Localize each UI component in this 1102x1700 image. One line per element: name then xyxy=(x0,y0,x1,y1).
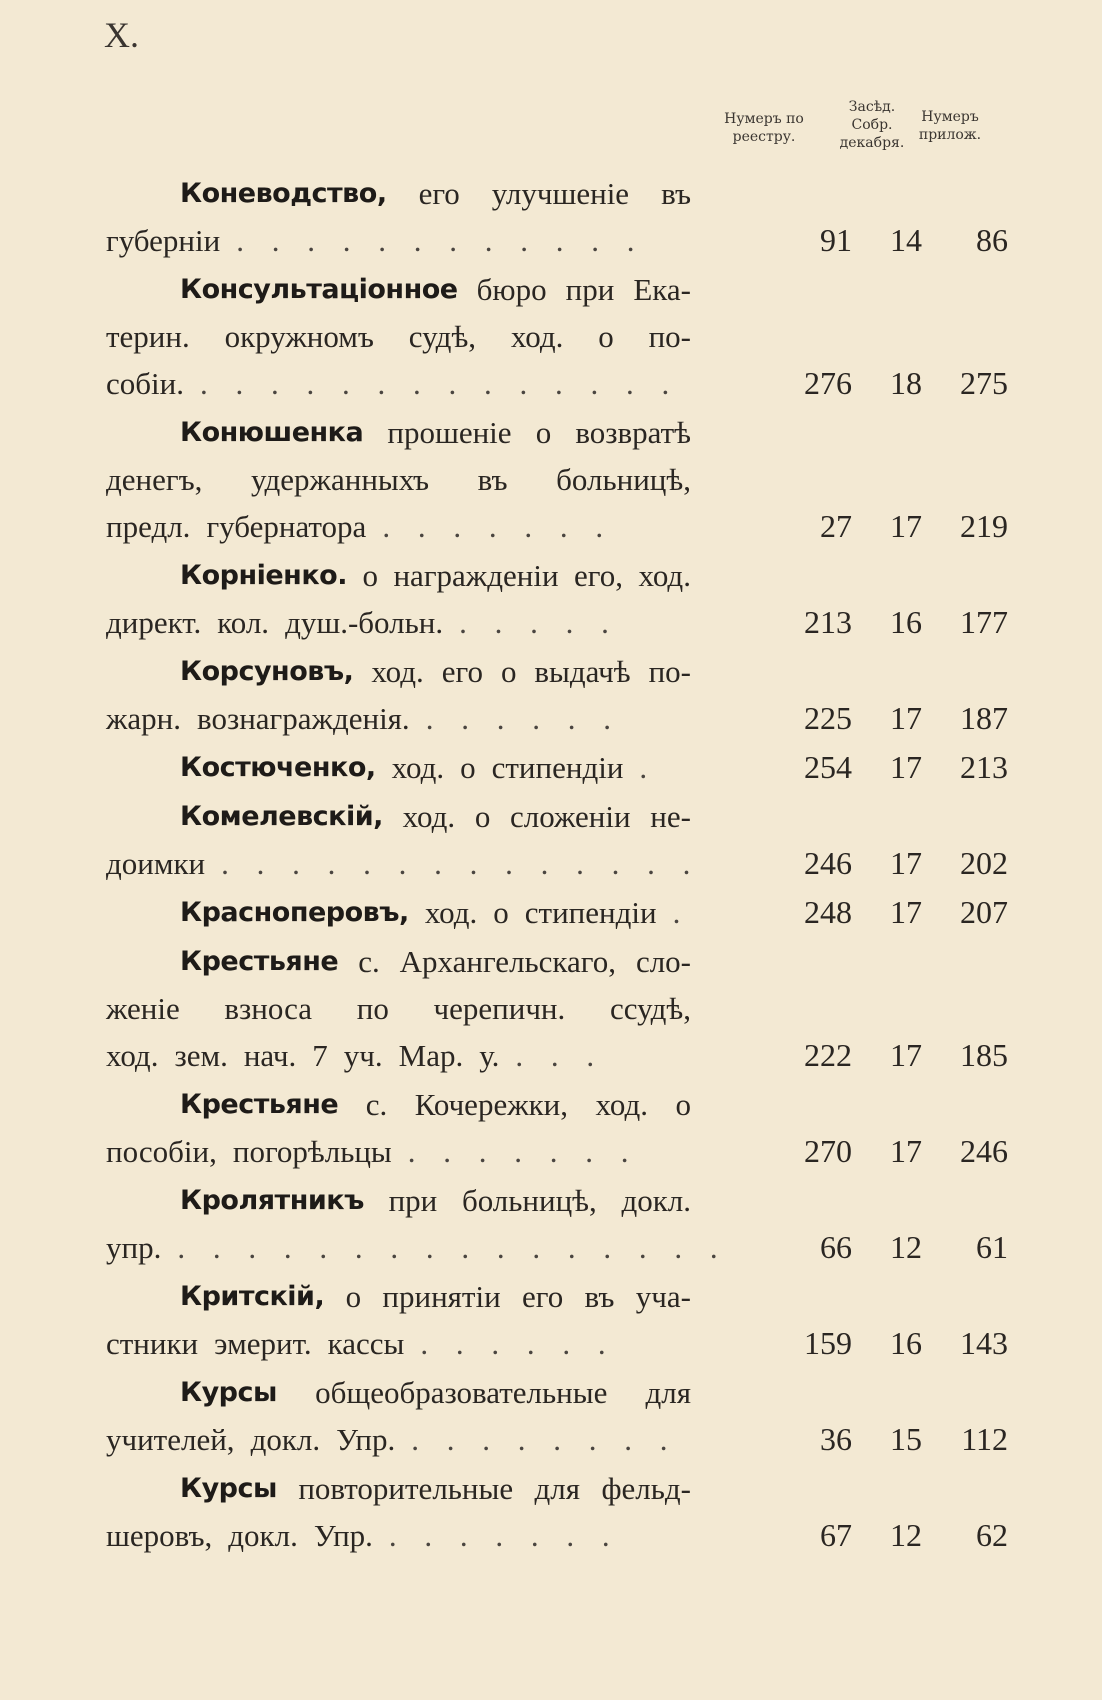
entry-keyword: Красноперовъ, xyxy=(180,897,409,928)
entry-line xyxy=(106,1081,986,1128)
entry-word: женіе xyxy=(106,991,180,1026)
entry-word: эмерит. xyxy=(214,1326,312,1361)
entry-word: не- xyxy=(650,799,691,834)
appendix-number: 112 xyxy=(961,1421,1008,1457)
entry-text xyxy=(180,1465,691,1512)
registry-number: 276 xyxy=(804,365,852,401)
registry-number: 66 xyxy=(820,1229,852,1265)
entry-text xyxy=(106,840,701,887)
session-number: 17 xyxy=(890,700,922,736)
entry-word: сложеніи xyxy=(510,799,631,834)
entry-line xyxy=(106,938,986,985)
entry-word: губерніи xyxy=(106,223,221,258)
entry-word: погорѣльцы xyxy=(232,1134,392,1169)
registry-number: 222 xyxy=(804,1037,852,1073)
entry-word: докл. xyxy=(621,1183,691,1218)
entry-word: его xyxy=(418,176,460,211)
entry-line xyxy=(106,648,986,695)
entry-line xyxy=(106,313,986,360)
registry-number: 213 xyxy=(804,604,852,640)
entry-line xyxy=(106,1032,1008,1079)
entry-keyword: Кролятникъ xyxy=(180,1185,364,1216)
entry-word: черепичн. xyxy=(433,991,566,1026)
entry-word: директ. xyxy=(106,605,202,640)
appendix-number: 246 xyxy=(960,1133,1008,1169)
entry-word: ссудѣ, xyxy=(609,991,691,1026)
appendix-number: 275 xyxy=(960,365,1008,401)
entry-word: его, xyxy=(574,558,623,593)
registry-number: 91 xyxy=(820,222,852,258)
leader-dots: . . . . . . . . . . . . xyxy=(236,223,645,258)
page-number: X. xyxy=(104,15,139,55)
entry-word: душ.-больн. xyxy=(285,605,444,640)
entry-word: ход. xyxy=(402,799,456,834)
entry-keyword: Коневодство, xyxy=(180,178,387,209)
index-entry xyxy=(106,1081,1008,1175)
column-header-session xyxy=(832,98,912,152)
entry-text xyxy=(106,1416,691,1463)
entry-text xyxy=(180,648,691,695)
entry-word: Кочережки, xyxy=(414,1087,569,1122)
entry-word: стипендіи xyxy=(524,895,657,930)
entry-word: Мар. xyxy=(398,1038,464,1073)
index-entry xyxy=(106,170,1008,264)
entry-line xyxy=(106,170,986,217)
entry-line xyxy=(106,552,986,599)
entry-word: выдачѣ xyxy=(534,654,631,689)
entry-word: его xyxy=(522,1279,564,1314)
session-number: 16 xyxy=(890,1325,922,1361)
entry-line xyxy=(106,1369,986,1416)
session-number: 17 xyxy=(890,1133,922,1169)
session-number: 12 xyxy=(890,1517,922,1553)
entry-word: Упр. xyxy=(336,1422,396,1457)
entry-word: взноса xyxy=(224,991,313,1026)
appendix-number: 62 xyxy=(976,1517,1008,1553)
registry-number: 67 xyxy=(820,1517,852,1553)
entry-keyword: Конюшенка xyxy=(180,417,364,448)
entry-word: по xyxy=(356,991,389,1026)
appendix-number: 185 xyxy=(960,1037,1008,1073)
appendix-number: 143 xyxy=(960,1325,1008,1361)
entry-word: с. xyxy=(365,1087,388,1122)
registry-number: 248 xyxy=(804,894,852,930)
entry-text xyxy=(106,1224,728,1271)
entry-keyword: Корніенко. xyxy=(180,560,347,591)
session-number: 17 xyxy=(890,894,922,930)
index-entry xyxy=(106,1465,1008,1559)
entry-text xyxy=(180,1273,691,1320)
entry-word: въ xyxy=(584,1279,615,1314)
entry-word: для xyxy=(534,1471,581,1506)
entry-line xyxy=(106,793,986,840)
entry-keyword: Критскій, xyxy=(180,1281,325,1312)
entry-text xyxy=(106,1128,691,1175)
entry-word: ход. xyxy=(371,654,424,689)
entry-word: предл. xyxy=(106,509,191,544)
index-entry xyxy=(106,266,1008,407)
column-header-line: прилож. xyxy=(918,127,982,143)
entry-word: о xyxy=(362,558,378,593)
entry-word: о xyxy=(460,750,476,785)
leader-dots: . xyxy=(639,750,658,785)
entry-text xyxy=(180,552,691,599)
leader-dots: . . . . . . xyxy=(420,1326,616,1361)
session-number: 17 xyxy=(890,845,922,881)
index-entry xyxy=(106,938,1008,1079)
entry-word: пособіи, xyxy=(106,1134,217,1169)
registry-number: 270 xyxy=(804,1133,852,1169)
entry-word: ход. xyxy=(106,1038,159,1073)
entry-word: уча- xyxy=(635,1279,691,1314)
entry-keyword: Курсы xyxy=(180,1377,277,1408)
entry-line xyxy=(106,1465,986,1512)
entry-word: шеровъ, xyxy=(106,1518,213,1553)
registry-number: 254 xyxy=(804,749,852,785)
entry-word: улучшеніе xyxy=(491,176,630,211)
entry-word: стипендіи xyxy=(491,750,624,785)
entry-text xyxy=(180,793,691,840)
session-number: 18 xyxy=(890,365,922,401)
entry-keyword: Костюченко, xyxy=(180,752,376,783)
column-header-registry xyxy=(714,110,814,146)
entry-text xyxy=(180,889,691,936)
registry-number: 225 xyxy=(804,700,852,736)
entry-word: принятіи xyxy=(382,1279,501,1314)
entry-text xyxy=(106,599,691,646)
leader-dots: . . . . . . . . . . . . . . xyxy=(221,846,701,881)
entry-word: терин. xyxy=(106,319,190,354)
entry-word: стники xyxy=(106,1326,199,1361)
column-header-appendix xyxy=(910,108,990,144)
index-entry xyxy=(106,1369,1008,1463)
leader-dots: . xyxy=(672,895,691,930)
entry-text xyxy=(106,503,691,550)
entry-keyword: Комелевскій, xyxy=(180,801,383,832)
index-entry xyxy=(106,552,1008,646)
entry-word: упр. xyxy=(106,1230,162,1265)
leader-dots: . . . . . . xyxy=(425,701,621,736)
entry-text xyxy=(106,1320,691,1367)
entry-word: собіи. xyxy=(106,366,184,401)
entry-word: о xyxy=(474,799,491,834)
appendix-number: 202 xyxy=(960,845,1008,881)
index-entry xyxy=(106,1177,1008,1271)
entry-text xyxy=(106,985,691,1032)
index-entry xyxy=(106,889,1008,936)
appendix-number: 187 xyxy=(960,700,1008,736)
entry-word: для xyxy=(645,1375,691,1410)
entry-word: судѣ, xyxy=(408,319,477,354)
entry-line xyxy=(106,985,986,1032)
entry-word: при xyxy=(388,1183,438,1218)
entry-text xyxy=(106,1032,691,1079)
entry-word: удержанныхъ xyxy=(250,462,430,497)
entry-keyword: Курсы xyxy=(180,1473,277,1504)
entry-line xyxy=(106,1128,1008,1175)
entry-text xyxy=(180,1177,691,1224)
entry-word: больницѣ, xyxy=(461,1183,597,1218)
column-header-line: декабря. xyxy=(839,135,905,151)
entry-word: ход. xyxy=(391,750,445,785)
appendix-number: 207 xyxy=(960,894,1008,930)
entry-word: о xyxy=(675,1087,691,1122)
entry-line xyxy=(106,695,1008,742)
entry-line xyxy=(106,217,1008,264)
entry-line xyxy=(106,599,1008,646)
entry-line xyxy=(106,360,1008,407)
entry-word: доимки xyxy=(106,846,206,881)
entry-word: нач. xyxy=(243,1038,297,1073)
entry-word: фельд- xyxy=(601,1471,691,1506)
entry-word: въ xyxy=(661,176,691,211)
entry-line xyxy=(106,409,986,456)
entry-word: о xyxy=(598,319,614,354)
entry-line xyxy=(106,1177,986,1224)
entry-text xyxy=(180,170,691,217)
session-number: 16 xyxy=(890,604,922,640)
entry-word: его xyxy=(441,654,483,689)
entry-keyword: Крестьяне xyxy=(180,1089,339,1120)
entry-word: ход. xyxy=(424,895,478,930)
entry-word: докл. xyxy=(228,1518,298,1553)
entry-word: кол. xyxy=(217,605,270,640)
leader-dots: . . . . . . . xyxy=(388,1518,620,1553)
session-number: 17 xyxy=(890,749,922,785)
column-header-line: Засѣд. xyxy=(848,99,896,115)
appendix-number: 61 xyxy=(976,1229,1008,1265)
entry-text xyxy=(180,1081,691,1128)
entry-word: Упр. xyxy=(313,1518,373,1553)
entry-line xyxy=(106,266,986,313)
entry-keyword: Консультаціонное xyxy=(180,274,458,305)
appendix-number: 213 xyxy=(960,749,1008,785)
entry-word: возвратѣ xyxy=(575,415,691,450)
leader-dots: . . . . . . . xyxy=(407,1134,639,1169)
leader-dots: . . . . . . . . . . . . . . . . xyxy=(177,1230,728,1265)
registry-number: 27 xyxy=(820,508,852,544)
entry-word: губернатора xyxy=(206,509,367,544)
entry-text xyxy=(106,695,691,742)
entry-word: жарн. xyxy=(106,701,182,736)
entry-word: о xyxy=(535,415,552,450)
index-entry xyxy=(106,793,1008,887)
entry-line xyxy=(106,840,1008,887)
entry-line xyxy=(106,1320,1008,1367)
entry-word: Архангельскаго, xyxy=(399,944,616,979)
session-number: 12 xyxy=(890,1229,922,1265)
entry-text xyxy=(106,360,691,407)
registry-number: 159 xyxy=(804,1325,852,1361)
entry-word: ход. xyxy=(510,319,564,354)
entry-word: денегъ, xyxy=(106,462,203,497)
entry-word: прошеніе xyxy=(387,415,512,450)
entry-line xyxy=(106,1416,1008,1463)
entry-line xyxy=(106,889,1008,936)
leader-dots: . . . . . . . . . . . . . . xyxy=(199,366,680,401)
entry-text xyxy=(106,456,691,503)
entry-word: ход. xyxy=(595,1087,648,1122)
appendix-number: 177 xyxy=(960,604,1008,640)
entry-text xyxy=(180,1369,691,1416)
index-entry xyxy=(106,648,1008,742)
entry-word: о xyxy=(345,1279,362,1314)
leader-dots: . . . xyxy=(515,1038,605,1073)
entry-text xyxy=(180,744,691,791)
column-header-line: Нумеръ xyxy=(921,109,979,125)
entry-word: докл. xyxy=(250,1422,321,1457)
entry-word: 7 xyxy=(312,1038,328,1073)
entry-word: кассы xyxy=(327,1326,405,1361)
entry-word: награжденіи xyxy=(393,558,559,593)
entry-word: больницѣ, xyxy=(556,462,691,497)
entry-line xyxy=(106,1273,986,1320)
session-number: 17 xyxy=(890,508,922,544)
entry-word: общеобразовательные xyxy=(315,1375,608,1410)
column-header-line: Собр. xyxy=(851,117,893,133)
entry-text xyxy=(180,409,691,456)
entry-word: учителей, xyxy=(106,1422,235,1457)
entry-word: окружномъ xyxy=(224,319,374,354)
entry-keyword: Корсуновъ, xyxy=(180,656,354,687)
entry-keyword: Крестьяне xyxy=(180,946,339,977)
entry-word: Ека- xyxy=(633,272,691,307)
entry-text xyxy=(180,938,691,985)
entry-word: по- xyxy=(648,654,691,689)
session-number: 17 xyxy=(890,1037,922,1073)
column-header-line: Нумеръ по xyxy=(724,111,804,127)
index-entry xyxy=(106,1273,1008,1367)
entry-text xyxy=(106,313,691,360)
entry-spacer xyxy=(106,1559,986,1561)
index-entries xyxy=(106,170,1008,1561)
entry-word: с. xyxy=(358,944,380,979)
session-number: 14 xyxy=(890,222,922,258)
entry-word: по- xyxy=(648,319,691,354)
leader-dots: . . . . . . . xyxy=(382,509,614,544)
entry-line xyxy=(106,744,1008,791)
entry-text xyxy=(180,266,691,313)
index-entry xyxy=(106,409,1008,550)
entry-line xyxy=(106,1512,1008,1559)
entry-word: ход. xyxy=(638,558,691,593)
entry-word: у. xyxy=(479,1038,500,1073)
session-number: 15 xyxy=(890,1421,922,1457)
entry-word: о xyxy=(493,895,509,930)
entry-word: при xyxy=(565,272,615,307)
entry-word: бюро xyxy=(476,272,547,307)
column-header-line: реестру. xyxy=(732,129,796,145)
index-entry xyxy=(106,744,1008,791)
appendix-number: 219 xyxy=(960,508,1008,544)
registry-number: 36 xyxy=(820,1421,852,1457)
entry-word: зем. xyxy=(174,1038,228,1073)
entry-text xyxy=(106,1512,691,1559)
entry-word: повторительные xyxy=(298,1471,514,1506)
registry-number: 246 xyxy=(804,845,852,881)
leader-dots: . . . . . xyxy=(459,605,619,640)
entry-word: въ xyxy=(477,462,508,497)
entry-word: уч. xyxy=(343,1038,383,1073)
entry-line xyxy=(106,1224,1008,1271)
leader-dots: . . . . . . . . xyxy=(411,1422,678,1457)
entry-line xyxy=(106,456,986,503)
entry-word: вознагражденія. xyxy=(197,701,410,736)
appendix-number: 86 xyxy=(976,222,1008,258)
entry-text xyxy=(106,217,691,264)
entry-word: сло- xyxy=(635,944,691,979)
entry-line xyxy=(106,503,1008,550)
entry-word: о xyxy=(500,654,517,689)
